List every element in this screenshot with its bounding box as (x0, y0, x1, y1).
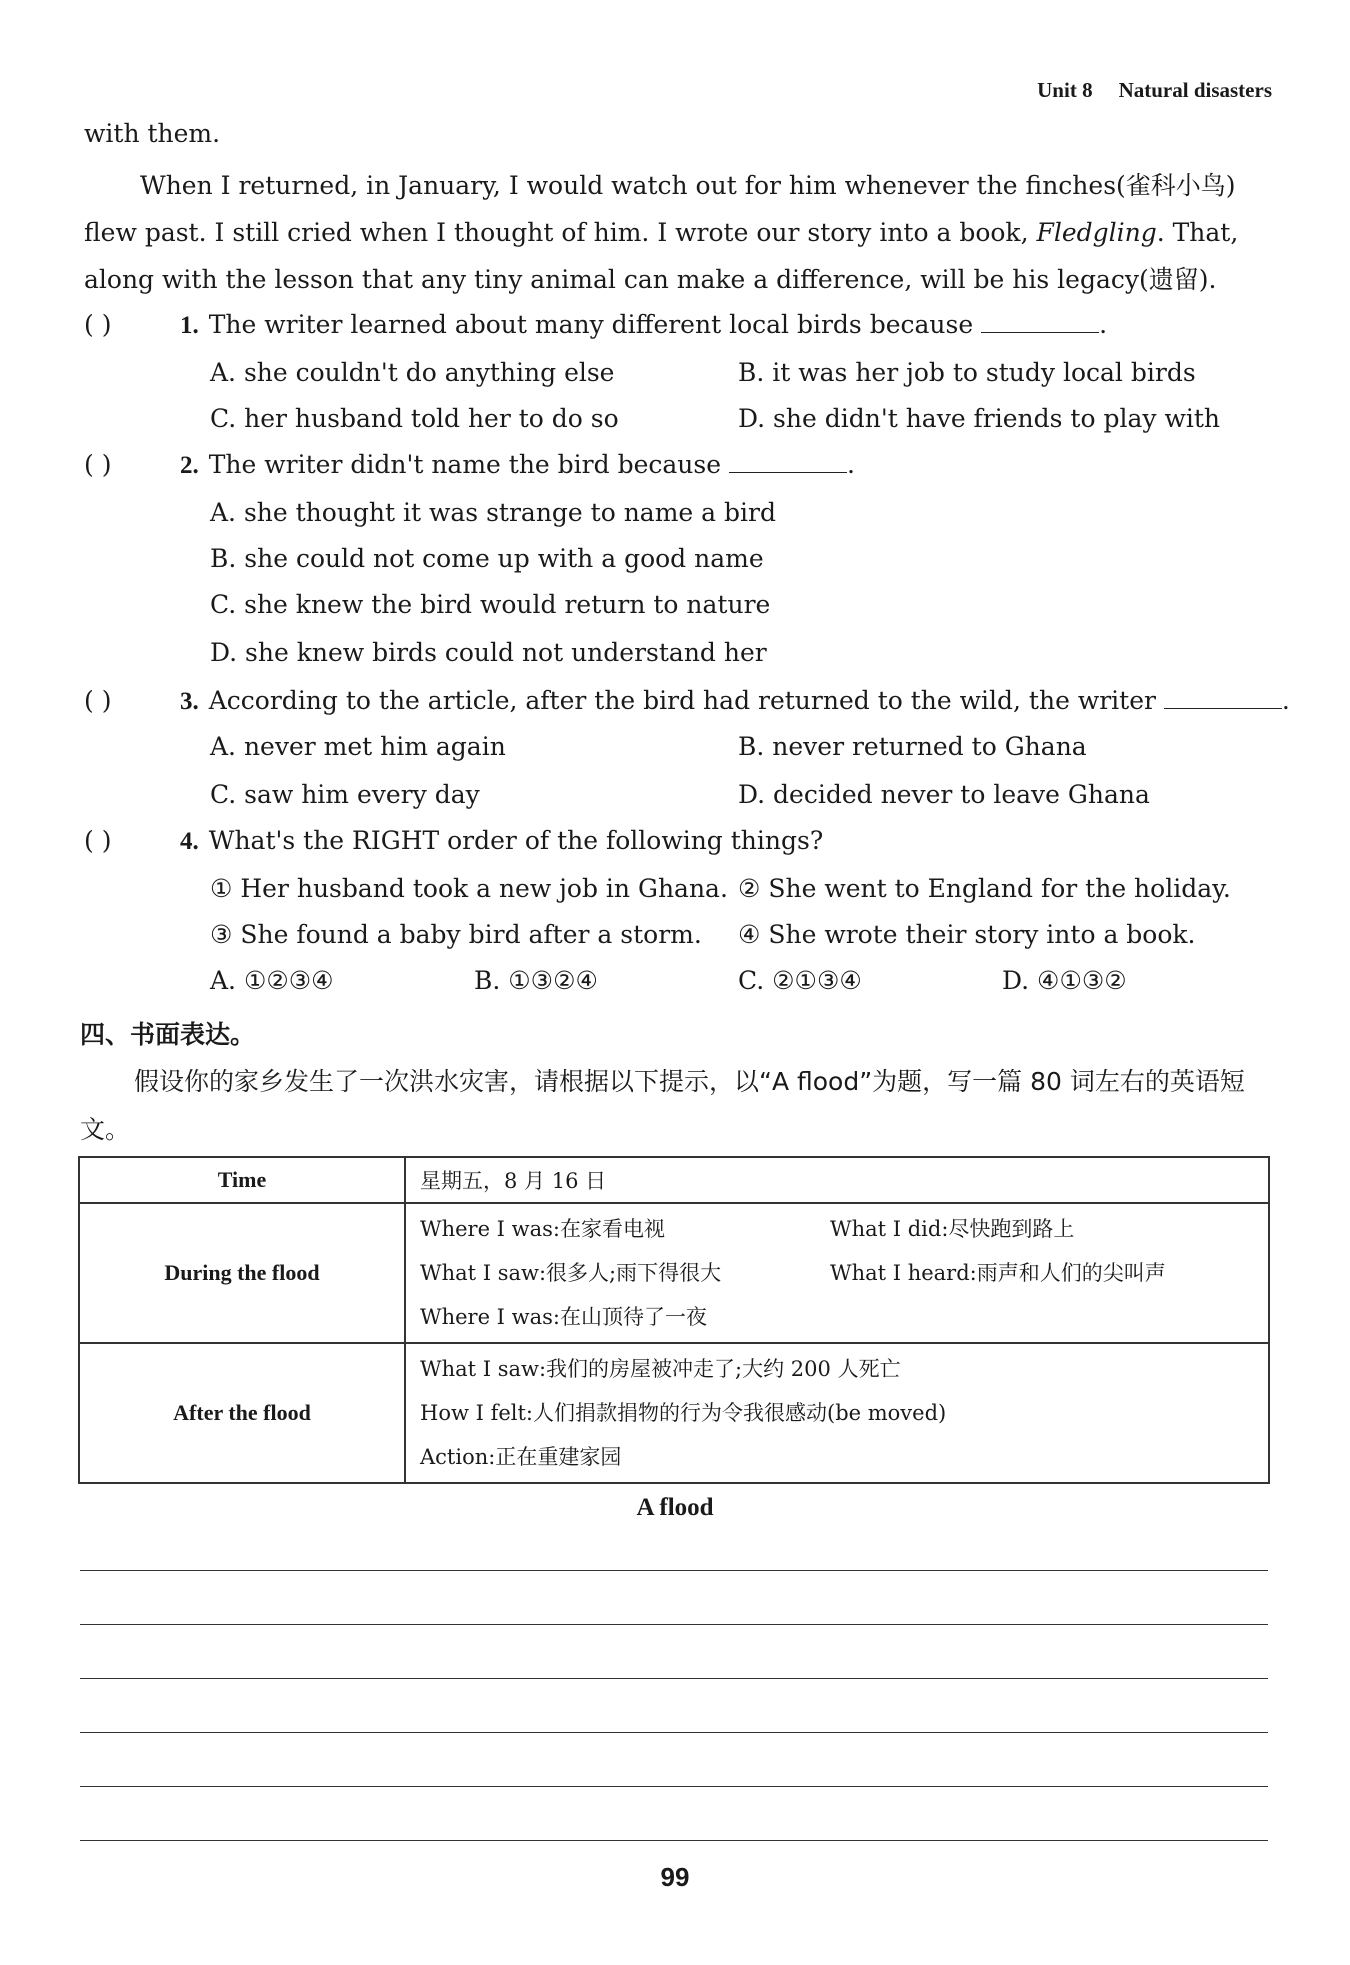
prompt-line: Where I was:在山顶待了一夜 (420, 1305, 707, 1329)
option-d: D. she didn't have friends to play with (738, 404, 1220, 433)
table-label: After the flood (79, 1343, 405, 1483)
option-b: B. it was her job to study local birds (738, 358, 1196, 387)
option-c: C. saw him every day (210, 780, 480, 809)
option-d: D. decided never to leave Ghana (738, 780, 1150, 809)
table-value (405, 1343, 1269, 1483)
prompt-table (78, 1156, 1270, 1484)
writing-line[interactable] (80, 1732, 1268, 1733)
question-stem: What's the RIGHT order of the following things? (208, 826, 824, 855)
event-item: ② She went to England for the holiday. (738, 874, 1231, 903)
writing-line[interactable] (80, 1570, 1268, 1571)
question-stem: According to the article, after the bird had returned to the wild, the writer (208, 686, 1156, 715)
section-heading: 四、书面表达。 (80, 1020, 256, 1049)
question-2 (84, 450, 855, 480)
answer-bracket[interactable]: ( ) (84, 450, 112, 479)
question-stem: The writer learned about many different local birds because (208, 310, 974, 339)
event-item: ① Her husband took a new job in Ghana. (210, 874, 728, 903)
option-d: D. she knew birds could not understand her (210, 638, 767, 667)
question-end: . (1281, 686, 1290, 715)
event-item: ④ She wrote their story into a book. (738, 920, 1196, 949)
question-number: 2. (180, 452, 199, 479)
writing-task: 假设你的家乡发生了一次洪水灾害，请根据以下提示，以“A flood”为题，写一篇 80 词左右的英语短文。 (80, 1067, 1245, 1144)
question-1 (84, 310, 1107, 340)
question-end: . (1099, 310, 1108, 339)
answer-blank (1164, 686, 1282, 709)
question-3 (84, 686, 1290, 716)
unit-topic: Natural disasters (1118, 78, 1272, 102)
passage-paragraph (84, 162, 1274, 303)
table-label: During the flood (79, 1203, 405, 1343)
writing-line[interactable] (80, 1624, 1268, 1625)
answer-bracket[interactable]: ( ) (84, 826, 112, 855)
prompt-line: How I felt:人们捐款捐物的行为令我很感动(be moved) (420, 1401, 947, 1425)
passage-text: When I returned, in January, I would watch out for him whenever the finches(雀科小鸟) flew past. I still cried when I thought of him. I wrote our story into a book, (84, 171, 1236, 247)
question-number: 3. (180, 688, 199, 715)
writing-line[interactable] (80, 1786, 1268, 1787)
option-b: B. she could not come up with a good name (210, 544, 764, 573)
table-value: 星期五，8 月 16 日 (405, 1157, 1269, 1203)
answer-blank (981, 310, 1099, 333)
page-header (1037, 78, 1272, 103)
unit-label: Unit 8 (1037, 78, 1093, 102)
writing-line[interactable] (80, 1840, 1268, 1841)
option-b: B. never returned to Ghana (738, 732, 1087, 761)
essay-title: A flood (636, 1494, 714, 1521)
answer-blank (729, 450, 847, 473)
passage-line: with them. (84, 119, 221, 148)
page-number: 99 (660, 1862, 690, 1892)
option-a: A. she couldn't do anything else (210, 358, 615, 387)
prompt-line: What I saw:很多人;雨下得很大 (420, 1261, 722, 1285)
writing-line[interactable] (80, 1678, 1268, 1679)
event-item: ③ She found a baby bird after a storm. (210, 920, 702, 949)
book-title: Fledgling (1036, 218, 1157, 247)
question-4 (84, 826, 823, 856)
answer-bracket[interactable]: ( ) (84, 686, 112, 715)
prompt-line: What I heard:雨声和人们的尖叫声 (830, 1261, 1166, 1285)
option-b: B. ①③②④ (474, 966, 598, 995)
prompt-line: What I did:尽快跑到路上 (830, 1217, 1075, 1241)
option-c: C. she knew the bird would return to nature (210, 590, 771, 619)
option-a: A. ①②③④ (210, 966, 334, 995)
option-d: D. ④①③② (1002, 966, 1127, 995)
prompt-line: What I saw:我们的房屋被冲走了;大约 200 人死亡 (420, 1357, 901, 1381)
passage-text: . That, along with the lesson that any tiny animal can make a difference, will be his legacy(遗留). (84, 218, 1239, 294)
prompt-line: Action:正在重建家园 (420, 1445, 622, 1469)
question-number: 1. (180, 312, 199, 339)
table-label: Time (79, 1157, 405, 1203)
option-a: A. she thought it was strange to name a bird (210, 498, 776, 527)
question-end: . (846, 450, 855, 479)
option-c: C. her husband told her to do so (210, 404, 619, 433)
question-stem: The writer didn't name the bird because (208, 450, 721, 479)
question-number: 4. (180, 828, 199, 855)
prompt-line: Where I was:在家看电视 (420, 1217, 665, 1241)
answer-bracket[interactable]: ( ) (84, 310, 112, 339)
table-value (405, 1203, 1269, 1343)
option-c: C. ②①③④ (738, 966, 862, 995)
option-a: A. never met him again (210, 732, 506, 761)
